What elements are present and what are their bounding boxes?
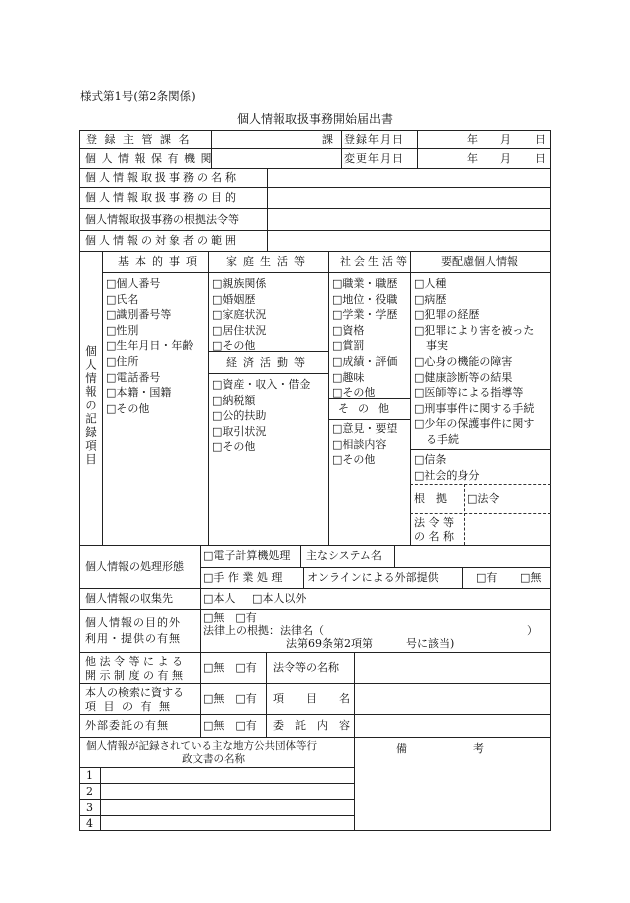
manual-processing-option: □手 作 業 処 理 (203, 571, 283, 584)
other-heading: その他 (338, 402, 398, 415)
social-item: □地位・役職 (332, 292, 398, 306)
basic-items (106, 276, 193, 416)
main-system-label: 主なシステム名 (306, 549, 382, 562)
family-item: □居住状況 (212, 323, 267, 337)
economic-item: □公的扶助 (212, 409, 267, 423)
external-use-law-basis: 法律上の根拠：法律名（ (203, 624, 324, 637)
sensitive-item: □病歴 (414, 292, 447, 306)
sensitive-item: □人種 (414, 277, 447, 290)
change-date-label: 変更年月日 (344, 152, 404, 165)
collection-other-option: □本人以外 (252, 592, 307, 605)
basic-item: □電話番号 (106, 370, 161, 384)
reg-month: 月 (500, 133, 511, 146)
social-item: □成績・評価 (332, 354, 398, 368)
external-use-options: □無 □有 (203, 611, 257, 624)
documents-label-1: 個人情報が記録されている主な地方公共団体等行 (86, 740, 317, 752)
sensitive-item: □犯罪により害を被った (414, 323, 535, 337)
basic-item: □性別 (106, 323, 139, 337)
social-item: □資格 (332, 323, 365, 337)
basic-item: □識別番号等 (106, 308, 172, 322)
online-no-option: □無 (520, 571, 542, 584)
basis-law-option: □法令 (467, 492, 500, 505)
sensitive-heading: 要配慮個人情報 (441, 255, 518, 268)
other-disclosure-label-2: 開 示 制 度 の 有 無 (85, 669, 183, 682)
sensitive-item: 事実 (426, 339, 448, 353)
law-name-label-2: の 名 称 (414, 530, 454, 543)
family-item: □家庭状況 (212, 308, 267, 322)
collection-self-option: □本人 (203, 592, 236, 605)
outsourcing-label: 外部委託の有無 (85, 719, 169, 732)
sensitive-item: □犯罪の経歴 (414, 308, 480, 322)
external-use-label-2: 利用・提供の有無 (85, 632, 181, 645)
social-item: □職業・職歴 (332, 277, 398, 290)
other-item: □相談内容 (332, 437, 387, 451)
social-item: □その他 (332, 386, 376, 400)
social-item: □賞罰 (332, 339, 365, 353)
social-item: □趣味 (332, 370, 365, 384)
remarks-label: 備 考 (396, 742, 484, 755)
social-item: □学業・学歴 (332, 308, 398, 322)
basic-item: □本籍・国籍 (106, 386, 172, 400)
basic-heading: 基本的事項 (118, 255, 203, 268)
other-item: □意見・要望 (332, 422, 398, 435)
family-items (212, 276, 266, 354)
search-items-label-2: 項 目 の 有 無 (85, 700, 172, 713)
reg-year: 年 (467, 133, 478, 146)
economic-item: □納税額 (212, 393, 256, 407)
economic-item: □その他 (212, 440, 256, 454)
affair-name-label: 個人情報取扱事務の名称 (85, 171, 239, 184)
other-disclosure-options: □無 □有 (203, 661, 257, 674)
sensitive-items-bottom (414, 452, 479, 483)
reg-day: 日 (535, 133, 546, 146)
economic-items (212, 377, 310, 455)
search-items-options: □無 □有 (203, 692, 257, 705)
document-title: 個人情報取扱事務開始届出書 (236, 112, 393, 126)
family-heading: 家庭生活等 (226, 255, 311, 268)
record-items-vertical-label: 個人情報の記録項目 (84, 345, 98, 467)
sensitive-item: る手続 (426, 432, 459, 446)
outsourcing-options: □無 □有 (203, 719, 257, 732)
sensitive-item: □刑事事件に関する手続 (414, 401, 535, 415)
basic-item: □その他 (106, 401, 150, 415)
affair-purpose-label: 個人情報取扱事務の目的 (85, 191, 239, 204)
holding-agency-label: 個 人 情 報 保 有 機 関 (85, 152, 213, 165)
section-suffix: 課 (322, 133, 333, 146)
change-month: 月 (500, 152, 511, 165)
basic-item: □個人番号 (106, 277, 161, 290)
registering-section-label: 登 録 主 管 課 名 (86, 133, 192, 146)
registration-date-label: 登録年月日 (344, 133, 404, 146)
computer-processing-option: □電子計算機処理 (203, 549, 291, 562)
change-year: 年 (467, 152, 478, 165)
basic-item: □住所 (106, 354, 139, 368)
family-item: □その他 (212, 339, 256, 353)
family-item: □親族関係 (212, 277, 267, 290)
sensitive-item: □健康診断等の結果 (414, 370, 513, 384)
external-use-article: 法第69条第2項第 号に該当) (286, 637, 455, 650)
online-yes-option: □有 (476, 571, 498, 584)
collection-label: 個人情報の収集先 (85, 592, 173, 605)
external-use-close-paren: ） (527, 624, 538, 637)
other-item: □その他 (332, 453, 376, 467)
outsourcing-content-label: 委 託 内 容 (273, 719, 350, 732)
subject-range-label: 個人情報の対象者の範囲 (85, 234, 239, 247)
economic-heading: 経済活動等 (226, 356, 311, 369)
form-number: 様式第1号(第2条関係) (80, 89, 196, 103)
family-item: □婚姻歴 (212, 292, 256, 306)
documents-label-2: 政文書の名称 (182, 753, 245, 765)
search-item-name-label: 項 目 名 (273, 692, 350, 705)
sensitive-items (414, 276, 534, 448)
law-name-label-1: 法 令 等 (414, 516, 454, 529)
sensitive-item: □信条 (414, 453, 447, 466)
basis-label: 根 拠 (414, 492, 447, 505)
sensitive-item: □少年の保護事件に関す (414, 417, 535, 431)
document-row-number: 2 (86, 785, 93, 798)
processing-label: 個人情報の処理形態 (85, 560, 184, 573)
document-row-number: 4 (86, 817, 93, 830)
external-use-label-1: 個人情報の目的外 (85, 616, 181, 629)
document-row-number: 3 (86, 801, 93, 814)
document-row-number: 1 (86, 769, 93, 782)
basic-item: □氏名 (106, 292, 139, 306)
economic-item: □取引状況 (212, 424, 267, 438)
online-provision-label: オンラインによる外部提供 (307, 571, 439, 584)
other-items (332, 421, 397, 468)
sensitive-item: □社会的身分 (414, 468, 480, 482)
economic-item: □資産・収入・借金 (212, 378, 311, 391)
legal-basis-label: 個人情報取扱事務の根拠法令等 (85, 213, 239, 226)
social-items (332, 276, 397, 401)
other-disclosure-label-1: 他 法 令 等 に よ る (85, 655, 183, 668)
search-items-label-1: 本人の検索に資する (85, 686, 184, 699)
sensitive-item: □心身の機能の障害 (414, 354, 513, 368)
change-day: 日 (535, 152, 546, 165)
sensitive-item: □医師等による指導等 (414, 386, 524, 400)
basic-item: □生年月日・年齢 (106, 339, 194, 353)
other-disclosure-law-name: 法令等の名称 (273, 661, 339, 674)
social-heading: 社会生活等 (340, 255, 410, 268)
